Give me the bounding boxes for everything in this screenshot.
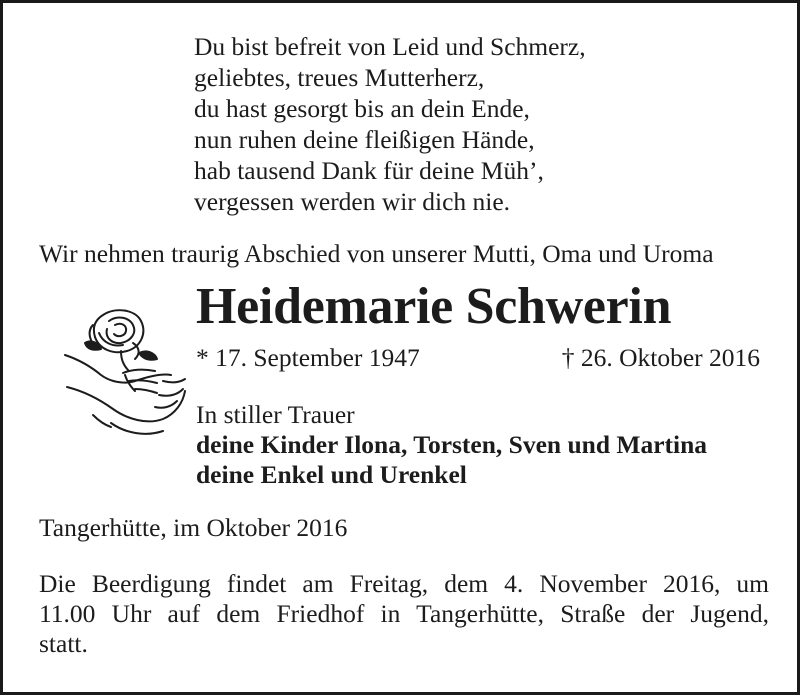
death-date: † 26. Oktober 2016 [561, 343, 760, 372]
deceased-name: Heidemarie Schwerin [196, 278, 672, 335]
mourners-intro: In stiller Trauer [196, 400, 355, 429]
poem-line: vergessen werden wir dich nie. [194, 187, 511, 216]
place-date: Tangerhütte, im Oktober 2016 [39, 513, 348, 542]
farewell-intro: Wir nehmen traurig Abschied von unserer Mutti, Oma und Uroma [39, 239, 714, 268]
mourners-block [196, 400, 707, 490]
mourners-line: deine Enkel und Urenkel [196, 460, 467, 489]
funeral-line: Die Beerdigung findet am Freitag, dem 4. November 2016, um [39, 569, 769, 598]
poem-line: nun ruhen deine fleißigen Hände, [194, 125, 535, 154]
poem-line: Du bist befreit von Leid und Schmerz, [194, 32, 586, 61]
mourners-line: deine Kinder Ilona, Torsten, Sven und Martina [196, 430, 708, 459]
poem-line: hab tausend Dank für deine Müh’, [194, 156, 544, 185]
birth-date: * 17. September 1947 [196, 343, 420, 372]
funeral-notice [39, 569, 769, 659]
funeral-line: 11.00 Uhr auf dem Friedhof in Tangerhütte, Straße der Jugend, [39, 599, 769, 628]
poem-line: geliebtes, treues Mutterherz, [194, 63, 485, 92]
poem-line: du hast gesorgt bis an dein Ende, [194, 94, 530, 123]
funeral-line: statt. [39, 629, 88, 658]
poem [194, 31, 586, 217]
rose-in-hands-icon [63, 303, 193, 443]
